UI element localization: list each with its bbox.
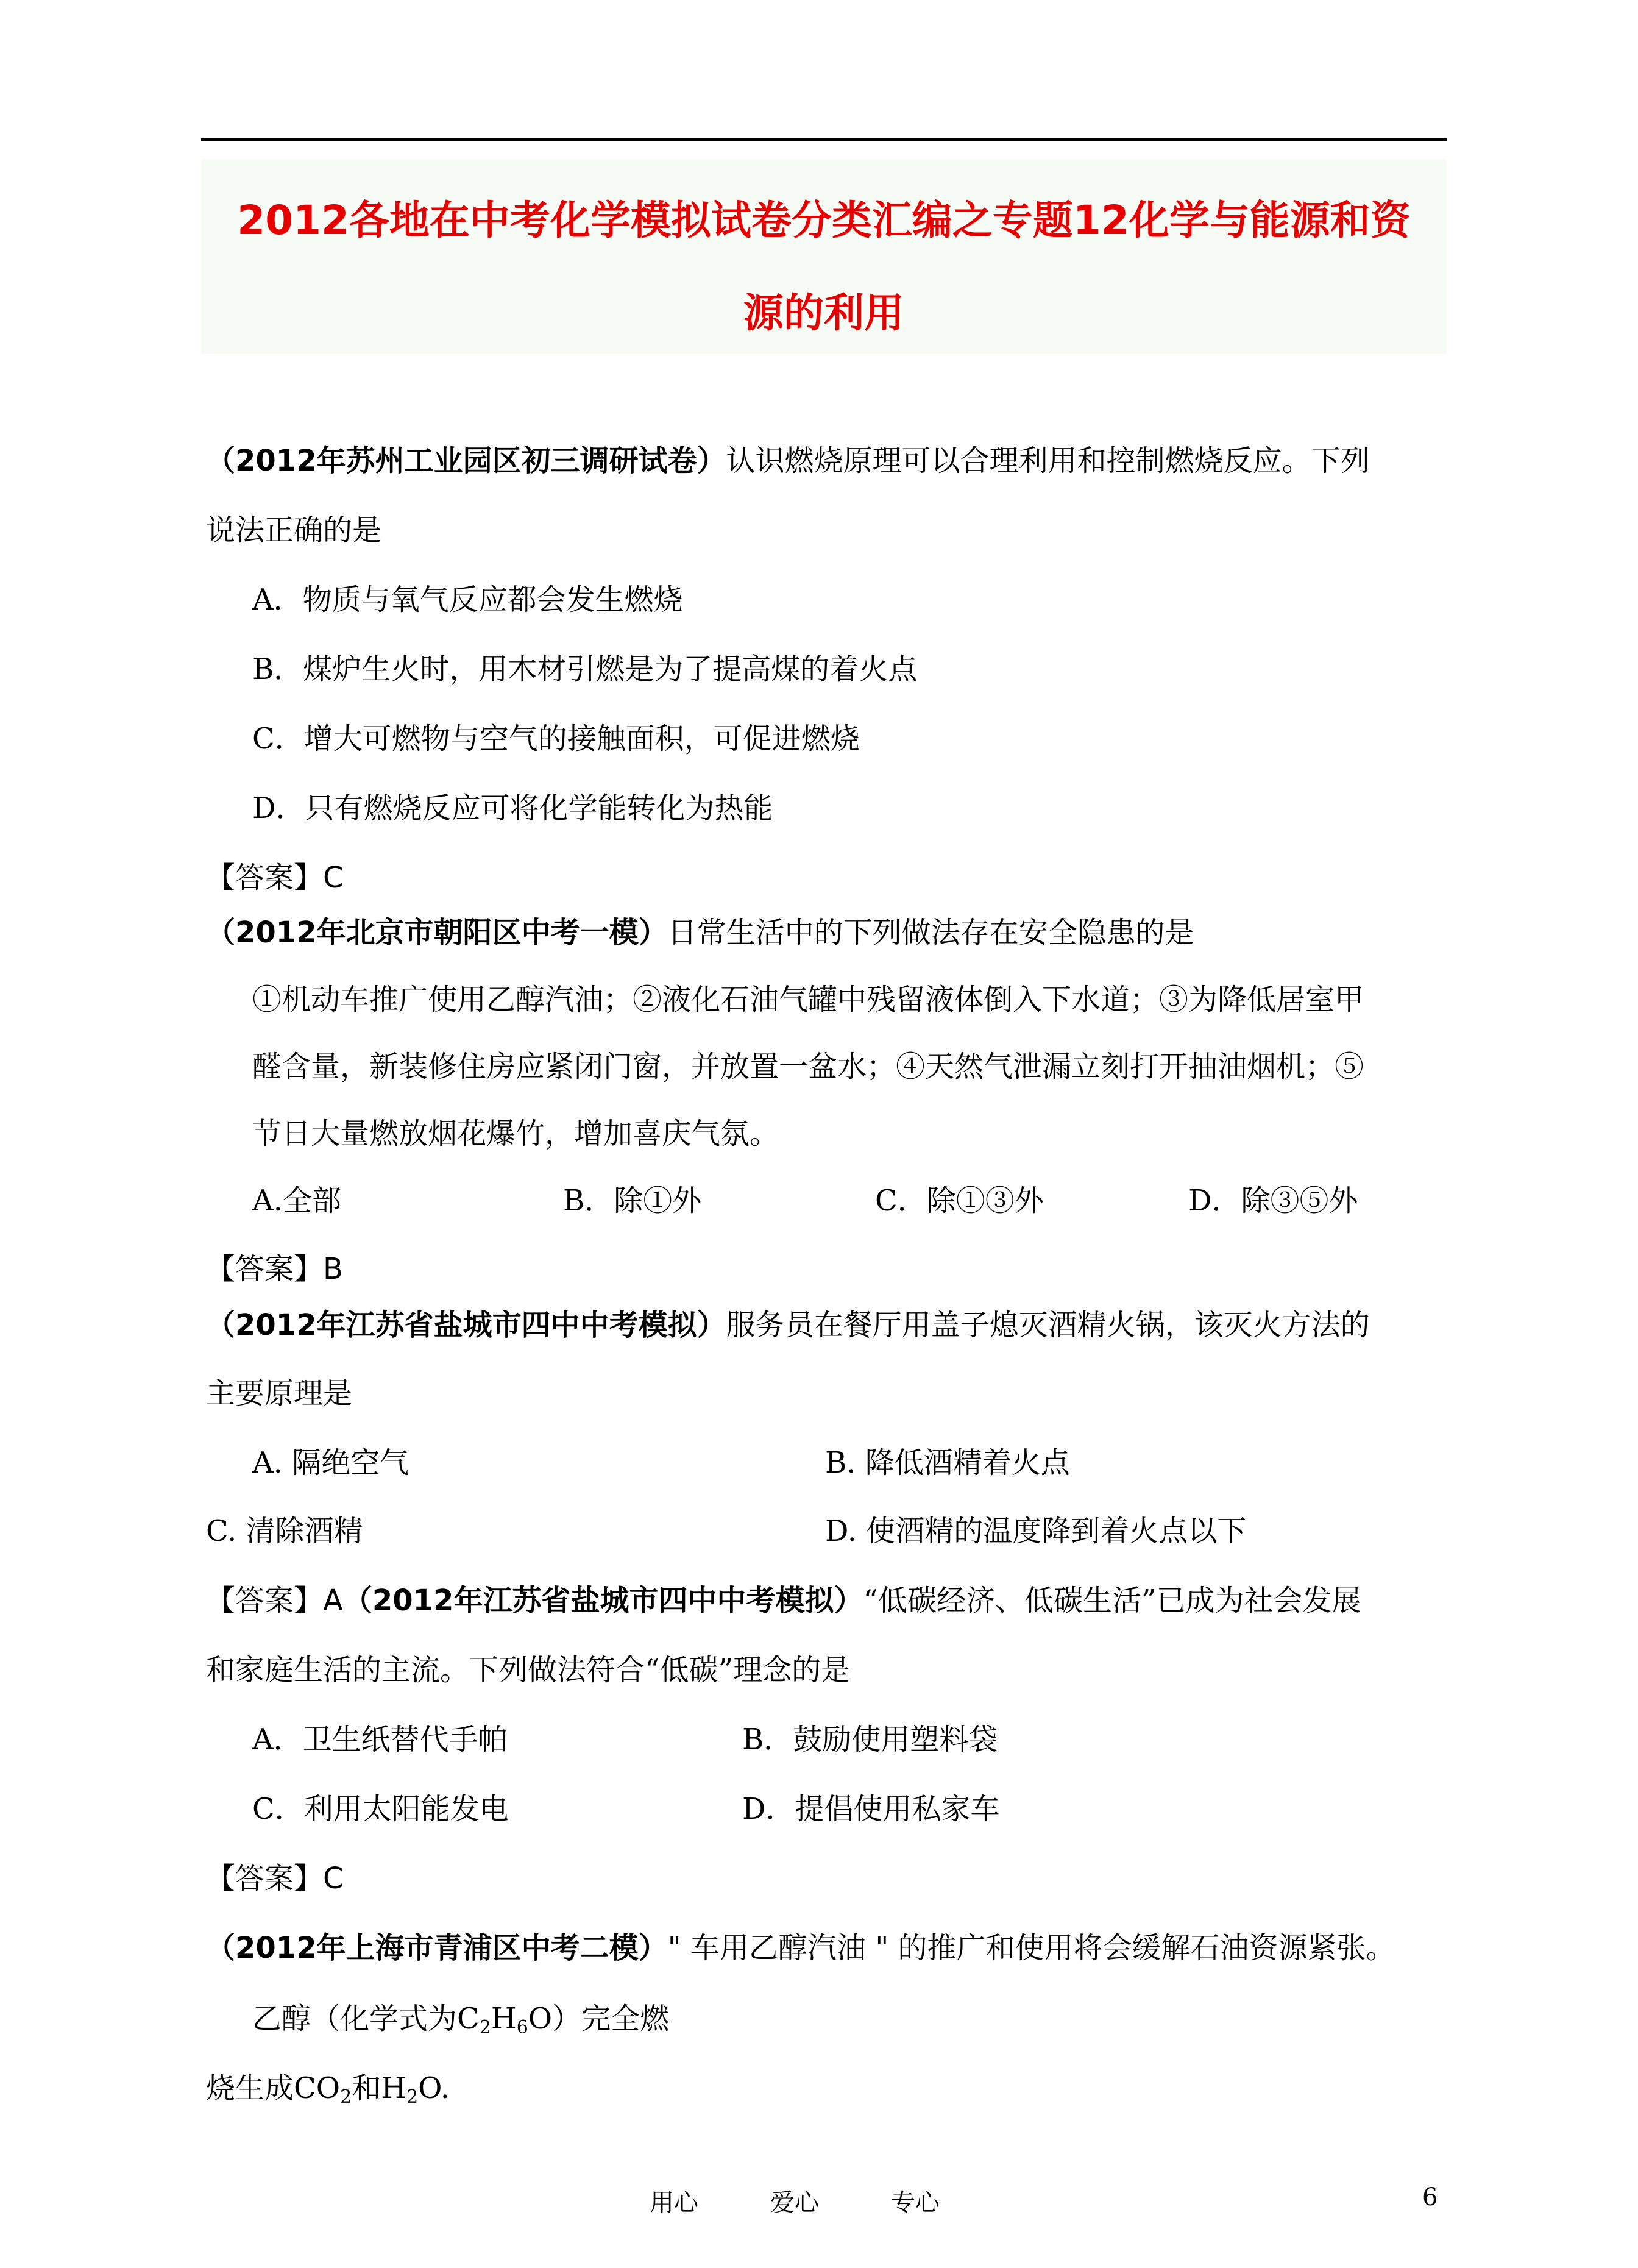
question-5-text: 烧生成 [206, 2071, 294, 2105]
ethanol-formula [457, 2002, 552, 2036]
footer-item-2: 爱心 [770, 2189, 819, 2217]
question-1-option-c: C．增大可燃物与空气的接触面积，可促进燃烧 [252, 722, 860, 756]
question-2-stem: 日常生活中的下列做法存在安全隐患的是 [667, 915, 1194, 950]
answer-value: A [323, 1584, 343, 1618]
document-title-line-2: 源的利用 [743, 290, 904, 336]
question-3-option-d: D. 使酒精的温度降到着火点以下 [825, 1514, 1247, 1548]
question-1-stem-continued: 说法正确的是 [206, 513, 382, 547]
footer-item-3: 专心 [891, 2189, 940, 2217]
question-5-first-line [206, 1931, 1395, 1965]
question-3-stem-continued: 主要原理是 [206, 1376, 353, 1410]
question-2-answer [206, 1252, 343, 1286]
document-title-line-1: 2012各地在中考化学模拟试卷分类汇编之专题12化学与能源和资 [237, 197, 1411, 244]
question-5-source: （2012年上海市青浦区中考二模） [206, 1931, 668, 1965]
page-number: 6 [1422, 2183, 1438, 2211]
question-5-products-line [206, 2071, 450, 2108]
formula-element: C [457, 2002, 480, 2036]
question-3-stem: 服务员在餐厅用盖子熄灭酒精火锅，该灭火方法的 [726, 1308, 1370, 1342]
question-2-option-d: D．除③⑤外 [1188, 1184, 1358, 1218]
question-1-option-a: A．物质与氧气反应都会发生燃烧 [252, 583, 683, 617]
question-4-answer [206, 1861, 344, 1896]
question-4-first-line [206, 1584, 1361, 1618]
question-3-option-b: B. 降低酒精着火点 [825, 1446, 1070, 1480]
answer-value: B [323, 1252, 343, 1286]
question-5-formula-line [252, 2002, 669, 2036]
question-2-source: （2012年北京市朝阳区中考一模） [206, 915, 668, 950]
answer-label: 【答案】 [206, 1252, 324, 1286]
question-1-option-d: D．只有燃烧反应可将化学能转化为热能 [252, 791, 773, 825]
question-4-stem-continued: 和家庭生活的主流。下列做法符合“低碳”理念的是 [206, 1653, 851, 1687]
formula-element: O. [418, 2071, 450, 2105]
question-2-option-a: A.全部 [252, 1184, 341, 1218]
question-4-option-d: D．提倡使用私家车 [742, 1792, 1000, 1826]
header-rule [201, 138, 1447, 141]
question-4-option-b: B．鼓励使用塑料袋 [742, 1722, 998, 1757]
formula-subscript: 6 [516, 2017, 528, 2038]
formula-element: CO [294, 2071, 341, 2105]
question-4-source: （2012年江苏省盐城市四中中考模拟） [342, 1584, 863, 1618]
answer-label: 【答案】 [206, 861, 324, 895]
formula-element: H [381, 2071, 407, 2105]
question-1-option-b: B．煤炉生火时，用木材引燃是为了提高煤的着火点 [252, 652, 918, 686]
question-5-stem: " 车用乙醇汽油 " 的推广和使用将会缓解石油资源紧张。 [667, 1931, 1395, 1965]
h2o-formula [381, 2071, 450, 2108]
question-2-option-b: B．除①外 [563, 1184, 702, 1218]
question-5-text: 和 [352, 2071, 381, 2105]
formula-subscript: 2 [406, 2086, 419, 2108]
question-2-item-line-2: 醛含量，新装修住房应紧闭门窗，并放置一盆水；④天然气泄漏立刻打开抽油烟机；⑤ [252, 1050, 1364, 1084]
co2-formula [294, 2071, 352, 2108]
question-2-item-line-3: 节日大量燃放烟花爆竹，增加喜庆气氛。 [252, 1117, 779, 1151]
question-5-text: ）完全燃 [552, 2002, 670, 2036]
formula-subscript: 2 [340, 2086, 352, 2108]
question-2-option-c: C．除①③外 [875, 1184, 1044, 1218]
question-4-option-c: C．利用太阳能发电 [252, 1792, 509, 1826]
formula-element: O [528, 2002, 553, 2036]
question-3-option-a: A. 隔绝空气 [252, 1446, 410, 1480]
question-3-source: （2012年江苏省盐城市四中中考模拟） [206, 1308, 726, 1342]
formula-subscript: 2 [479, 2017, 491, 2038]
question-4-option-a: A．卫生纸替代手帕 [252, 1722, 508, 1757]
answer-label: 【答案】 [206, 1584, 324, 1618]
question-5-text: 乙醇（化学式为 [252, 2002, 458, 2036]
answer-value: C [323, 1861, 344, 1896]
formula-element: H [491, 2002, 517, 2036]
question-2-first-line [206, 915, 1194, 950]
question-3-option-c: C. 清除酒精 [206, 1514, 363, 1548]
answer-label: 【答案】 [206, 1861, 324, 1896]
question-1-answer [206, 861, 344, 895]
question-3-first-line [206, 1308, 1370, 1342]
question-1-stem: 认识燃烧原理可以合理利用和控制燃烧反应。下列 [726, 444, 1370, 478]
answer-value: C [323, 861, 344, 895]
question-2-item-line-1: ①机动车推广使用乙醇汽油；②液化石油气罐中残留液体倒入下水道；③为降低居室甲 [252, 983, 1364, 1017]
footer-item-1: 用心 [650, 2189, 698, 2217]
question-1-first-line [206, 444, 1370, 478]
question-3-answer [206, 1584, 343, 1618]
question-4-stem: “低碳经济、低碳生活”已成为社会发展 [863, 1584, 1361, 1618]
question-1-source: （2012年苏州工业园区初三调研试卷） [206, 444, 726, 478]
